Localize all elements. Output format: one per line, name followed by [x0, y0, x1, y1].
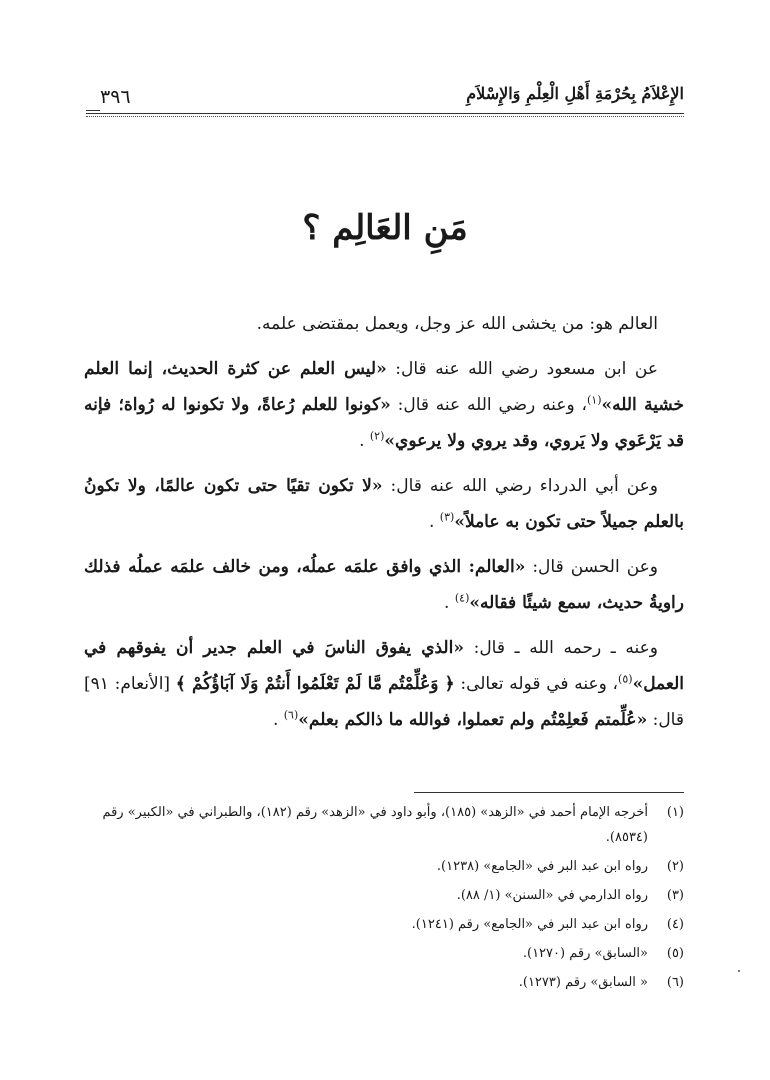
footnote — [84, 883, 684, 908]
paragraph-text: وعن أبي الدرداء رضي الله عنه قال: — [382, 476, 658, 496]
paragraph-text: عن ابن مسعود رضي الله عنه قال: — [386, 359, 658, 379]
paragraph — [84, 630, 684, 738]
footnote-number: (٤) — [666, 917, 684, 932]
footnote-text: رواه الدارمي في «السنن» (١/ ٨٨). — [456, 888, 648, 903]
paragraph-text: ، وعنه في قوله تعالى: — [454, 674, 619, 694]
footnote-text: رواه ابن عبد البر في «الجامع» رقم (١٢٤١). — [411, 917, 648, 932]
footnote — [84, 941, 684, 966]
paragraph — [84, 351, 684, 459]
header-rule-short — [86, 110, 100, 111]
footnote-ref: (٢) — [369, 429, 385, 443]
quotation: «كونوا للعلم رُعاةً، ولا تكونوا له رُواة؛ فإنه قد يَرْعَوي ولا يَروي، وقد يروي ولا يرعوي» — [84, 395, 684, 451]
paragraph-text: العالم هو: من يخشى الله عز وجل، ويعمل بمقتضى علمه. — [256, 314, 658, 334]
paragraph-text: . — [428, 512, 440, 532]
paragraph — [84, 468, 684, 540]
page-number: ٣٩٦ — [100, 86, 131, 108]
paragraph-text: وعن الحسن قال: — [525, 557, 658, 577]
header-rule-dotted — [86, 116, 684, 117]
footnotes — [84, 800, 684, 999]
footnote — [84, 912, 684, 937]
paragraph-text: . — [359, 431, 370, 451]
paragraph-text: ، وعنه رضي الله عنه قال: — [390, 395, 587, 415]
footnote — [84, 970, 684, 995]
quotation: «لا تكون تقيًا حتى تكون عالمًا، ولا تكونُ بالعلم جميلاً حتى تكون به عاملاً» — [84, 476, 684, 532]
paragraph-text: . — [444, 593, 455, 613]
footnote-text: أخرجه الإمام أحمد في «الزهد» (١٨٥)، وأبو داود في «الزهد» رقم (١٨٢)، والطبراني في «الكبير» رقم (٨٥٣٤). — [102, 805, 648, 845]
footnote-ref: (١) — [586, 393, 602, 407]
footnote-ref: (٥) — [618, 672, 633, 686]
page-speck — [738, 970, 740, 972]
paragraph-text: . — [272, 710, 284, 730]
quotation: «عُلِّمتم فَعلِمْتُم ولم تعملوا، فوالله ما ذالكم بعلم» — [298, 710, 648, 730]
paragraph-text: [الأنعام: ٩١] قال: — [84, 674, 684, 730]
footnote-ref: (٤) — [454, 591, 470, 605]
footnote-number: (١) — [666, 805, 684, 820]
quotation: «الذي يفوق الناسَ في العلم جدير أن يفوقهم في العمل» — [84, 638, 684, 694]
footnote — [84, 800, 684, 850]
quran-verse: ﴿ وَعُلِّمْتُم مَّا لَمْ تَعْلَمُوا أَنتُمْ وَلَا آبَاؤُكُمْ ﴾ — [175, 674, 455, 694]
quotation: «ليس العلم عن كثرة الحديث، إنما العلم خشية الله» — [84, 359, 684, 415]
footnote-number: (٦) — [666, 975, 684, 990]
quotation: «العالم: الذي وافق علمَه عملُه، ومن خالف علمَه عملُه فذلك راويةُ حديث، سمع شيئًا فقاله» — [84, 557, 684, 613]
footnote-text: رواه ابن عبد البر في «الجامع» (١٢٣٨). — [436, 859, 648, 874]
footnote — [84, 854, 684, 879]
body-text — [84, 306, 684, 747]
page-header — [86, 84, 684, 120]
footnote-number: (٣) — [666, 888, 684, 903]
footnote-separator — [414, 792, 684, 793]
running-title: الإِعْلاَمُ بِحُرْمَةِ أَهْلِ الْعِلْمِ وَالإِسْلاَمِ — [466, 84, 684, 103]
chapter-title: مَنِ العَالِم ؟ — [302, 208, 468, 248]
footnote-text: « السابق» رقم (١٢٧٣). — [518, 975, 648, 990]
paragraph — [84, 549, 684, 621]
footnote-number: (٥) — [666, 946, 684, 961]
paragraph — [84, 306, 684, 342]
footnote-text: «السابق» رقم (١٢٧٠). — [522, 946, 648, 961]
footnote-ref: (٦) — [283, 708, 299, 722]
header-rule — [86, 113, 684, 114]
paragraph-text: وعنه ـ رحمه الله ـ قال: — [463, 638, 658, 658]
footnote-number: (٢) — [666, 859, 684, 874]
footnote-ref: (٣) — [439, 510, 455, 524]
